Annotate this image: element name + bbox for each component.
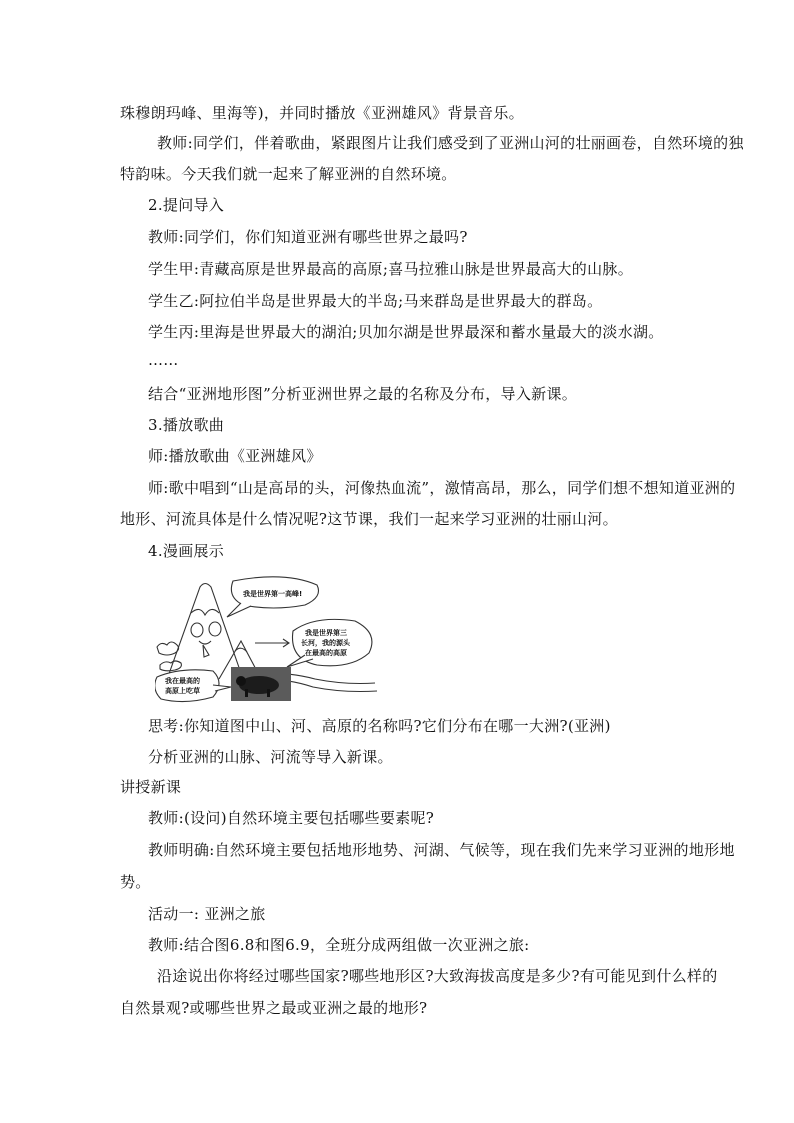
ellipsis-line: …… bbox=[148, 351, 179, 369]
yak-speech-line: 我在最高的 bbox=[165, 677, 200, 685]
paragraph-line: 势。 bbox=[120, 873, 151, 891]
section-heading: 2.提问导入 bbox=[148, 196, 225, 214]
paragraph-line: 师:歌中唱到“山是高昂的头，河像热血流”，激情高昂，那么，同学们想不想知道亚洲的 bbox=[148, 479, 736, 497]
paragraph-line: 结合“亚洲地形图”分析亚洲世界之最的名称及分布，导入新课。 bbox=[148, 385, 578, 403]
paragraph-line: 学生甲:青藏高原是世界最高的高原;喜马拉雅山脉是世界最高大的山脉。 bbox=[148, 260, 634, 278]
paragraph-line: 教师:结合图6.8和图6.9，全班分成两组做一次亚洲之旅: bbox=[148, 936, 530, 954]
section-heading: 活动一: 亚洲之旅 bbox=[148, 905, 266, 923]
paragraph-line: 学生乙:阿拉伯半岛是世界最大的半岛;马来群岛是世界最大的群岛。 bbox=[148, 292, 603, 310]
paragraph-line: 特韵味。今天我们就一起来了解亚洲的自然环境。 bbox=[120, 165, 457, 183]
yak-speech-line: 高原上吃草 bbox=[165, 687, 200, 695]
paragraph-line: 思考:你知道图中山、河、高原的名称吗?它们分布在哪一大洲?(亚洲) bbox=[148, 717, 611, 735]
mountain-speech-text: 我是世界第一高峰! bbox=[243, 590, 303, 598]
section-heading: 3.播放歌曲 bbox=[148, 416, 225, 434]
river-speech-line: 我是世界第三 bbox=[305, 629, 347, 637]
paragraph-line: 教师:同学们，你们知道亚洲有哪些世界之最吗? bbox=[148, 228, 468, 246]
paragraph-line: 教师:(设问)自然环境主要包括哪些要素呢? bbox=[148, 809, 435, 827]
river-speech-line: 在最高的高原 bbox=[305, 649, 347, 657]
paragraph-line: 沿途说出你将经过哪些国家?哪些地形区?大致海拔高度是多少?有可能见到什么样的 bbox=[157, 967, 718, 985]
river-speech-line: 长河，我的源头 bbox=[301, 639, 350, 647]
section-heading: 4.漫画展示 bbox=[148, 542, 225, 560]
paragraph-line: 地形、河流具体是什么情况呢?这节课，我们一起来学习亚洲的壮丽山河。 bbox=[120, 510, 618, 528]
paragraph-line: 教师明确:自然环境主要包括地形地势、河湖、气候等，现在我们先来学习亚洲的地形地 bbox=[148, 841, 735, 859]
paragraph-line: 教师:同学们，伴着歌曲，紧跟图片让我们感受到了亚洲山河的壮丽画卷，自然环境的独 bbox=[157, 134, 744, 152]
cartoon-illustration bbox=[155, 575, 380, 707]
paragraph-line: 自然景观?或哪些世界之最或亚洲之最的地形? bbox=[120, 999, 428, 1017]
paragraph-line: 学生丙:里海是世界最大的湖泊;贝加尔湖是世界最深和蓄水量最大的淡水湖。 bbox=[148, 323, 664, 341]
section-heading: 讲授新课 bbox=[120, 778, 182, 796]
paragraph-line: 分析亚洲的山脉、河流等导入新课。 bbox=[148, 748, 393, 766]
paragraph-line: 珠穆朗玛峰、里海等)，并同时播放《亚洲雄风》背景音乐。 bbox=[120, 104, 524, 122]
paragraph-line: 师:播放歌曲《亚洲雄风》 bbox=[148, 447, 322, 465]
